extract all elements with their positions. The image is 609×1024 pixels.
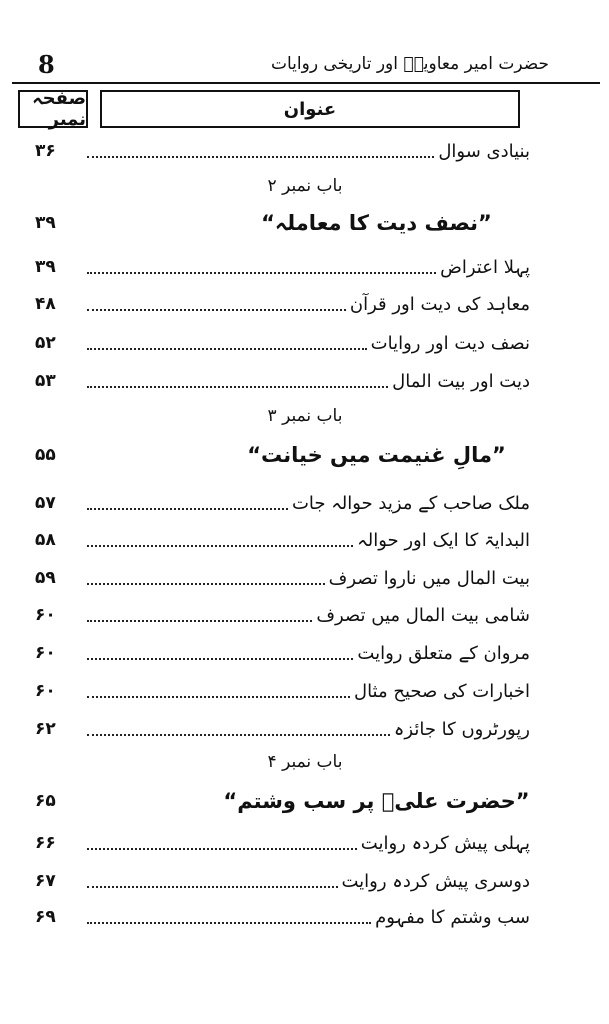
dot-leader [87, 583, 325, 585]
toc-entry [35, 330, 530, 356]
entry-page-number: ۵۲ [35, 333, 56, 353]
toc-entry [35, 640, 530, 666]
entry-page-number: ۵۳ [35, 371, 56, 391]
toc-entry [35, 490, 530, 516]
entry-title: سب وشتم کا مفہوم [375, 906, 530, 928]
entry-title: دیت اور بیت المال [392, 370, 530, 392]
entry-page-number: ۶۶ [35, 833, 56, 853]
chapter-subject [35, 208, 530, 238]
dot-leader [87, 620, 312, 622]
toc-entry [35, 527, 530, 553]
toc-entry [35, 291, 530, 317]
entry-page-number: ۶۲ [35, 719, 56, 739]
entry-title: بیت المال میں ناروا تصرف [328, 567, 530, 589]
entry-title: مروان کے متعلق روایت [357, 642, 530, 664]
entry-page-number: ۵۹ [35, 568, 56, 588]
dot-leader [87, 545, 353, 547]
entry-page-number: ۶۰ [35, 681, 56, 701]
page-number: 8 [38, 50, 55, 79]
chapter-heading: باب نمبر ۲ [267, 176, 343, 196]
entry-page-number: ۳۹ [35, 213, 56, 233]
toc-entry [35, 678, 530, 704]
entry-title: بنیادی سوال [438, 140, 530, 162]
entry-title: شامی بیت المال میں تصرف [316, 604, 530, 626]
title-column-header: عنوان [100, 90, 520, 128]
toc-entry [35, 868, 530, 894]
toc-entry [35, 368, 530, 394]
entry-title: ملک صاحب کے مزید حوالہ جات [291, 492, 530, 514]
toc-entry [35, 254, 530, 280]
entry-title: رپورٹروں کا جائزہ [393, 718, 530, 740]
entry-page-number: ۶۰ [35, 643, 56, 663]
entry-title: پہلی پیش کردہ روایت [360, 832, 530, 854]
entry-page-number: ۶۵ [35, 791, 56, 811]
chapter-heading: باب نمبر ۴ [267, 752, 343, 772]
entry-page-number: ۶۷ [35, 871, 56, 891]
entry-page-number: ۶۰ [35, 605, 56, 625]
toc-entry [35, 565, 530, 591]
toc-entry [35, 602, 530, 628]
entry-page-number: ۵۸ [35, 530, 56, 550]
dot-leader [87, 272, 436, 274]
entry-title: دوسری پیش کردہ روایت [341, 870, 530, 892]
entry-title: نصف دیت اور روایات [370, 332, 530, 354]
dot-leader [87, 309, 346, 311]
dot-leader [87, 156, 434, 158]
chapter-subject [35, 440, 530, 470]
dot-leader [87, 734, 390, 736]
page-column-header: صفحہ نمبر [18, 90, 88, 128]
entry-page-number: ۳۹ [35, 257, 56, 277]
toc-entry [35, 904, 530, 930]
entry-page-number: ۳۶ [35, 141, 56, 161]
entry-title: ”حضرت علیؓ پر سب وشتم“ [223, 789, 530, 813]
dot-leader [87, 508, 288, 510]
dot-leader [87, 348, 367, 350]
entry-page-number: ۵۷ [35, 493, 56, 513]
entry-title: معاہد کی دیت اور قرآن [349, 293, 530, 315]
dot-leader [87, 658, 353, 660]
entry-title: اخبارات کی صحیح مثال [353, 680, 530, 702]
dot-leader [87, 922, 371, 924]
chapter-heading: باب نمبر ۳ [267, 406, 343, 426]
dot-leader [87, 386, 388, 388]
book-title: حضرت امیر معاویہؓ اور تاریخی روایات [270, 54, 549, 74]
dot-leader [87, 696, 350, 698]
entry-page-number: ۶۹ [35, 907, 56, 927]
chapter-subject [35, 786, 530, 816]
entry-title: ”مالِ غنیمت میں خیانت“ [247, 443, 506, 467]
entry-page-number: ۴۸ [35, 294, 56, 314]
entry-title: البدایۃ کا ایک اور حوالہ [357, 529, 530, 551]
toc-entry [35, 830, 530, 856]
entry-title: ”نصف دیت کا معاملہ“ [261, 211, 492, 235]
dot-leader [87, 848, 357, 850]
toc-entry [35, 716, 530, 742]
toc-entry [35, 138, 530, 164]
entry-page-number: ۵۵ [35, 445, 56, 465]
dot-leader [87, 886, 338, 888]
entry-title: پہلا اعتراض [440, 256, 530, 278]
